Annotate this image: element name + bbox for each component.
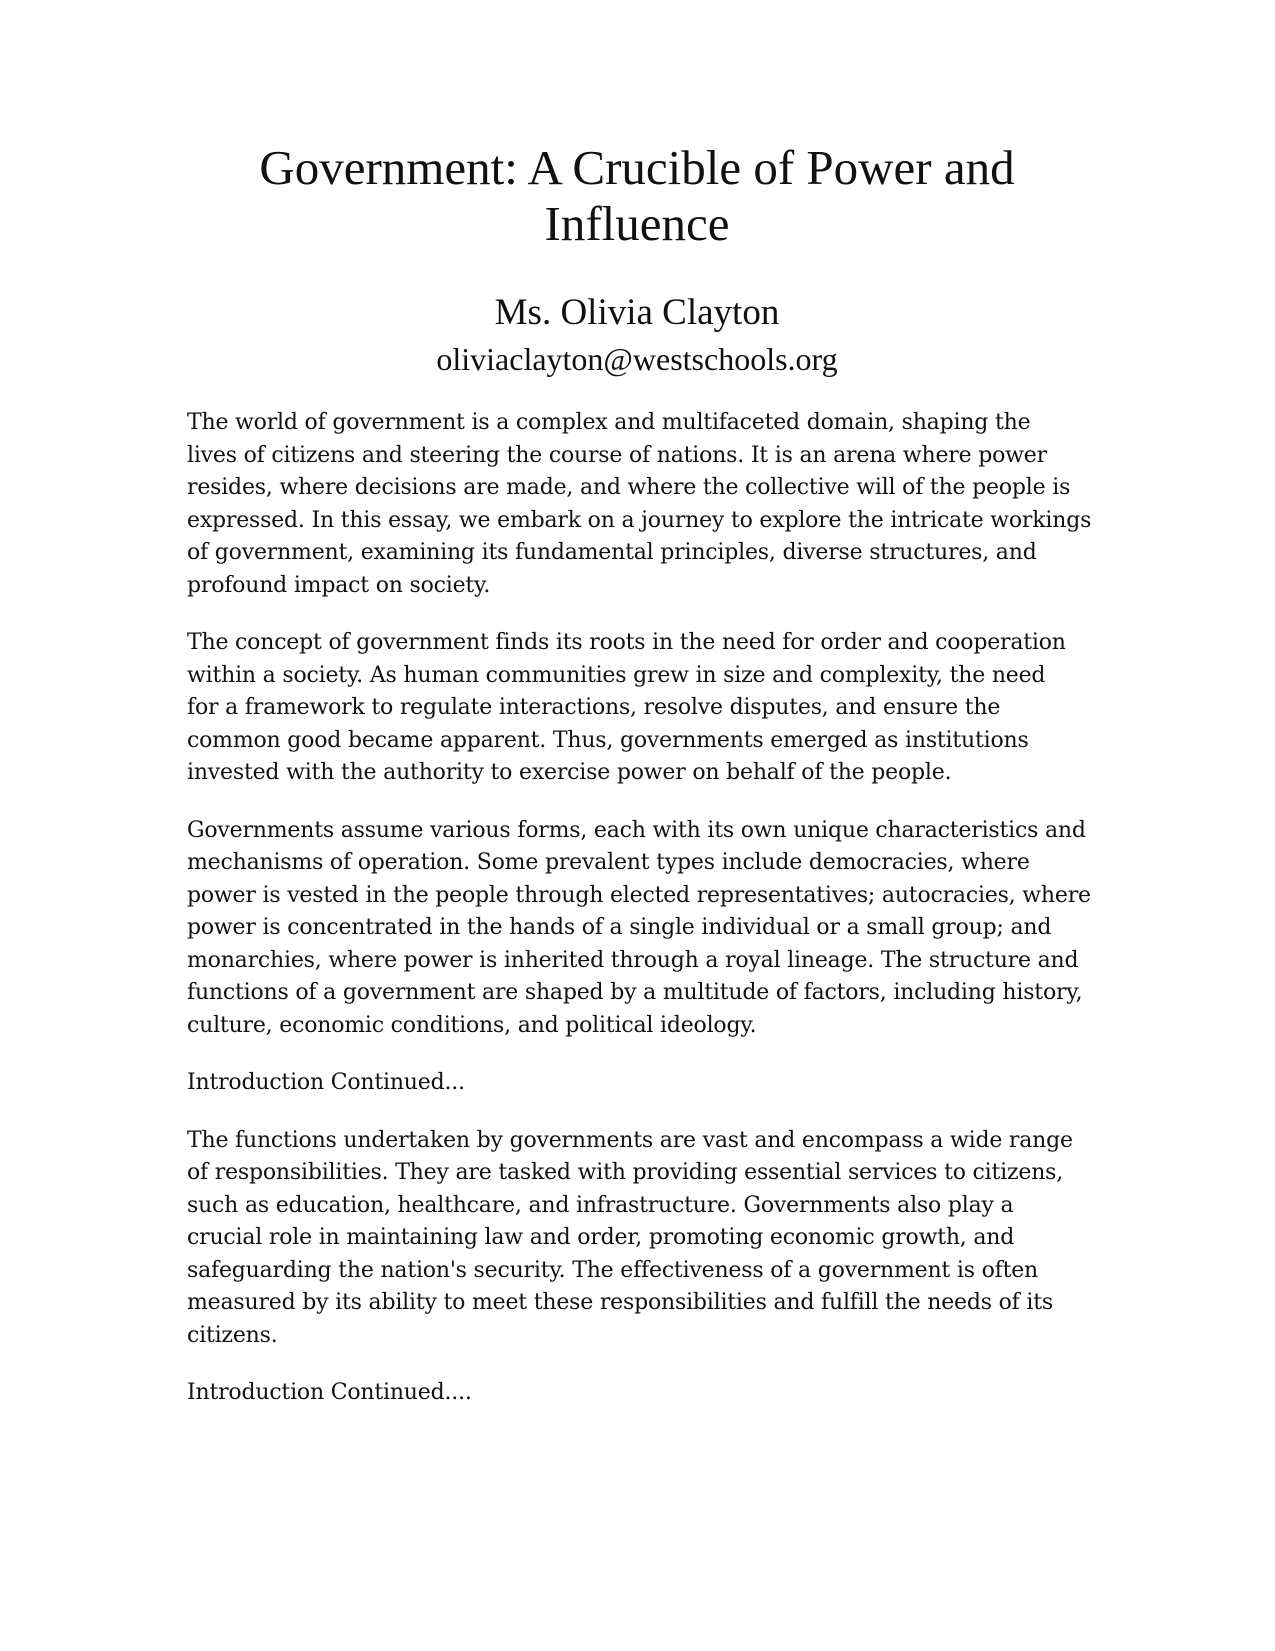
- paragraph-line: of government, examining its fundamental principles, diverse structures, and: [187, 540, 1037, 565]
- paragraph-line: safeguarding the nation's security. The effectiveness of a government is often: [187, 1257, 1038, 1283]
- paragraph-line: profound impact on society.: [187, 572, 491, 598]
- paragraph: [187, 407, 1092, 602]
- paragraph-line: functions of a government are shaped by a multitude of factors, including history,: [187, 980, 1083, 1005]
- paragraph-line: monarchies, where power is inherited through a royal lineage. The structure and: [187, 947, 1079, 973]
- author-name: Ms. Olivia Clayton: [494, 292, 780, 333]
- paragraph-line: The world of government is a complex and multifaceted domain, shaping the: [187, 410, 1031, 435]
- paragraph-line: measured by its ability to meet these responsibilities and fulfill the needs of its: [187, 1290, 1053, 1315]
- paragraph-line: power is concentrated in the hands of a single individual or a small group; and: [187, 915, 1052, 940]
- title-line: Influence: [544, 196, 730, 251]
- paragraph-line: Introduction Continued....: [187, 1380, 472, 1405]
- paragraph-line: mechanisms of operation. Some prevalent types include democracies, where: [187, 850, 1030, 875]
- author-email: oliviaclayton@westschools.org: [436, 341, 838, 377]
- paragraph-line: Governments assume various forms, each with its own unique characteristics and: [187, 817, 1086, 843]
- paragraph-line: power is vested in the people through elected representatives; autocracies, where: [187, 882, 1091, 908]
- paragraph: [187, 1125, 1087, 1353]
- paragraph-line: such as education, healthcare, and infrastructure. Governments also play a: [187, 1192, 1014, 1218]
- paragraph-line: citizens.: [187, 1322, 278, 1348]
- paragraph-line: Introduction Continued...: [187, 1070, 465, 1095]
- paragraph-line: within a society. As human communities grew in size and complexity, the need: [187, 662, 1046, 688]
- paragraph-line: lives of citizens and steering the course of nations. It is an arena where power: [187, 442, 1047, 468]
- section-continuation-note: [187, 1377, 1087, 1410]
- paragraph-line: of responsibilities. They are tasked with providing essential services to citizens,: [187, 1160, 1064, 1185]
- paragraph-line: The functions undertaken by governments are vast and encompass a wide range: [187, 1127, 1073, 1153]
- paragraph-line: for a framework to regulate interactions, resolve disputes, and ensure the: [187, 695, 1001, 720]
- paragraph-line: expressed. In this essay, we embark on a journey to explore the intricate workings: [187, 507, 1092, 533]
- section-continuation-note: [187, 1067, 1087, 1100]
- paragraph-line: resides, where decisions are made, and where the collective will of the people is: [187, 475, 1071, 500]
- paragraph-line: invested with the authority to exercise power on behalf of the people.: [187, 760, 952, 785]
- paragraph-line: The concept of government finds its roots in the need for order and cooperation: [187, 630, 1066, 655]
- title-line: Government: A Crucible of Power and: [259, 140, 1015, 195]
- paragraph: [187, 815, 1091, 1043]
- document-title: [187, 140, 1087, 252]
- paragraph-line: culture, economic conditions, and political ideology.: [187, 1012, 757, 1038]
- paragraph-line: crucial role in maintaining law and order, promoting economic growth, and: [187, 1225, 1015, 1250]
- paragraph-line: common good became apparent. Thus, governments emerged as institutions: [187, 727, 1029, 753]
- paragraph: [187, 627, 1087, 790]
- essay-body: [187, 407, 1092, 1435]
